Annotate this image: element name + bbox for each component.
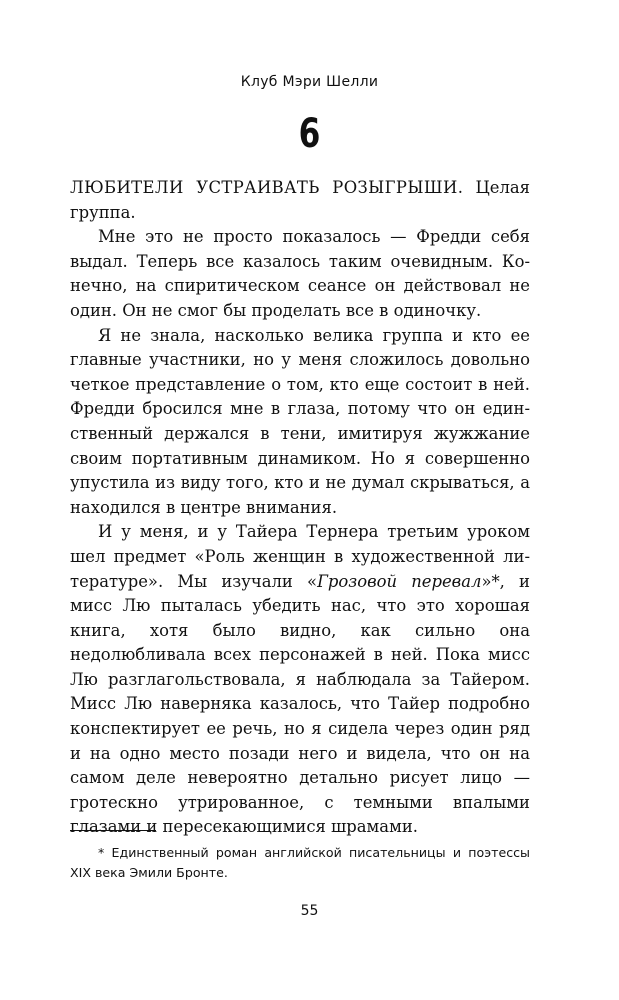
- paragraph-3: Я не знала, насколько велика группа и кто ее главные участники, но у меня сложилось довольно четкое представление о том, кто еще состоит в ней. Фредди бросился мне в глаза, потому что он единственный держался в тени, имитируя жужжание своим портативным динамиком. Но я совершенно упустила из виду того, кто и не думал скрываться, а находился в центре внимания.: [70, 325, 530, 517]
- paragraph-1-rest: Целая группа.: [70, 178, 531, 222]
- paragraph-2: Мне это не просто показалось — Фредди себя выдал. Теперь все казалось таким очевидным. Конечно, на спиритическом сеансе он действовал не один. Он не смог бы проделать все в одиночку.: [70, 227, 530, 320]
- running-head: Клуб Мэри Шелли: [240, 74, 379, 90]
- paragraph-4-after: »*, и мисс Лю пыталась убедить нас, что это хорошая книга, хотя было видно, как сильно она недолюбливала всех персонажей в ней. Пока мисс Лю разглагольствовала, я наблюдала за Тайером. Мисс Лю наверняка казалось, что Тайер подробно конспектирует ее речь, но я сидела через один ряд и на одно место позади него и видела, что он на самом деле невероятно детально рисует лицо — гротескно утрированное, с темными впалыми глазами и пересекающимися шрамами.: [70, 571, 530, 837]
- paragraph-4-before: И у меня, и у Тайера Тернера третьим уроком шел предмет «Роль женщин в художественной литературе». Мы изучали «: [70, 522, 530, 591]
- paragraph-1-lead: ЛЮБИТЕЛИ УСТРАИВАТЬ РОЗЫГРЫШИ.: [70, 178, 464, 197]
- footnote: * Единственный роман английской писательницы и поэтессы XIX века Эмили Бронте.: [70, 845, 530, 880]
- chapter-number: 6: [298, 111, 321, 157]
- book-title-italic: Грозовой перевал: [317, 571, 482, 591]
- paragraph-4: [70, 520, 530, 840]
- paragraph-1: [70, 176, 530, 225]
- page-number: 55: [300, 903, 319, 919]
- footnote-divider: [70, 830, 156, 831]
- body-text: [70, 176, 530, 840]
